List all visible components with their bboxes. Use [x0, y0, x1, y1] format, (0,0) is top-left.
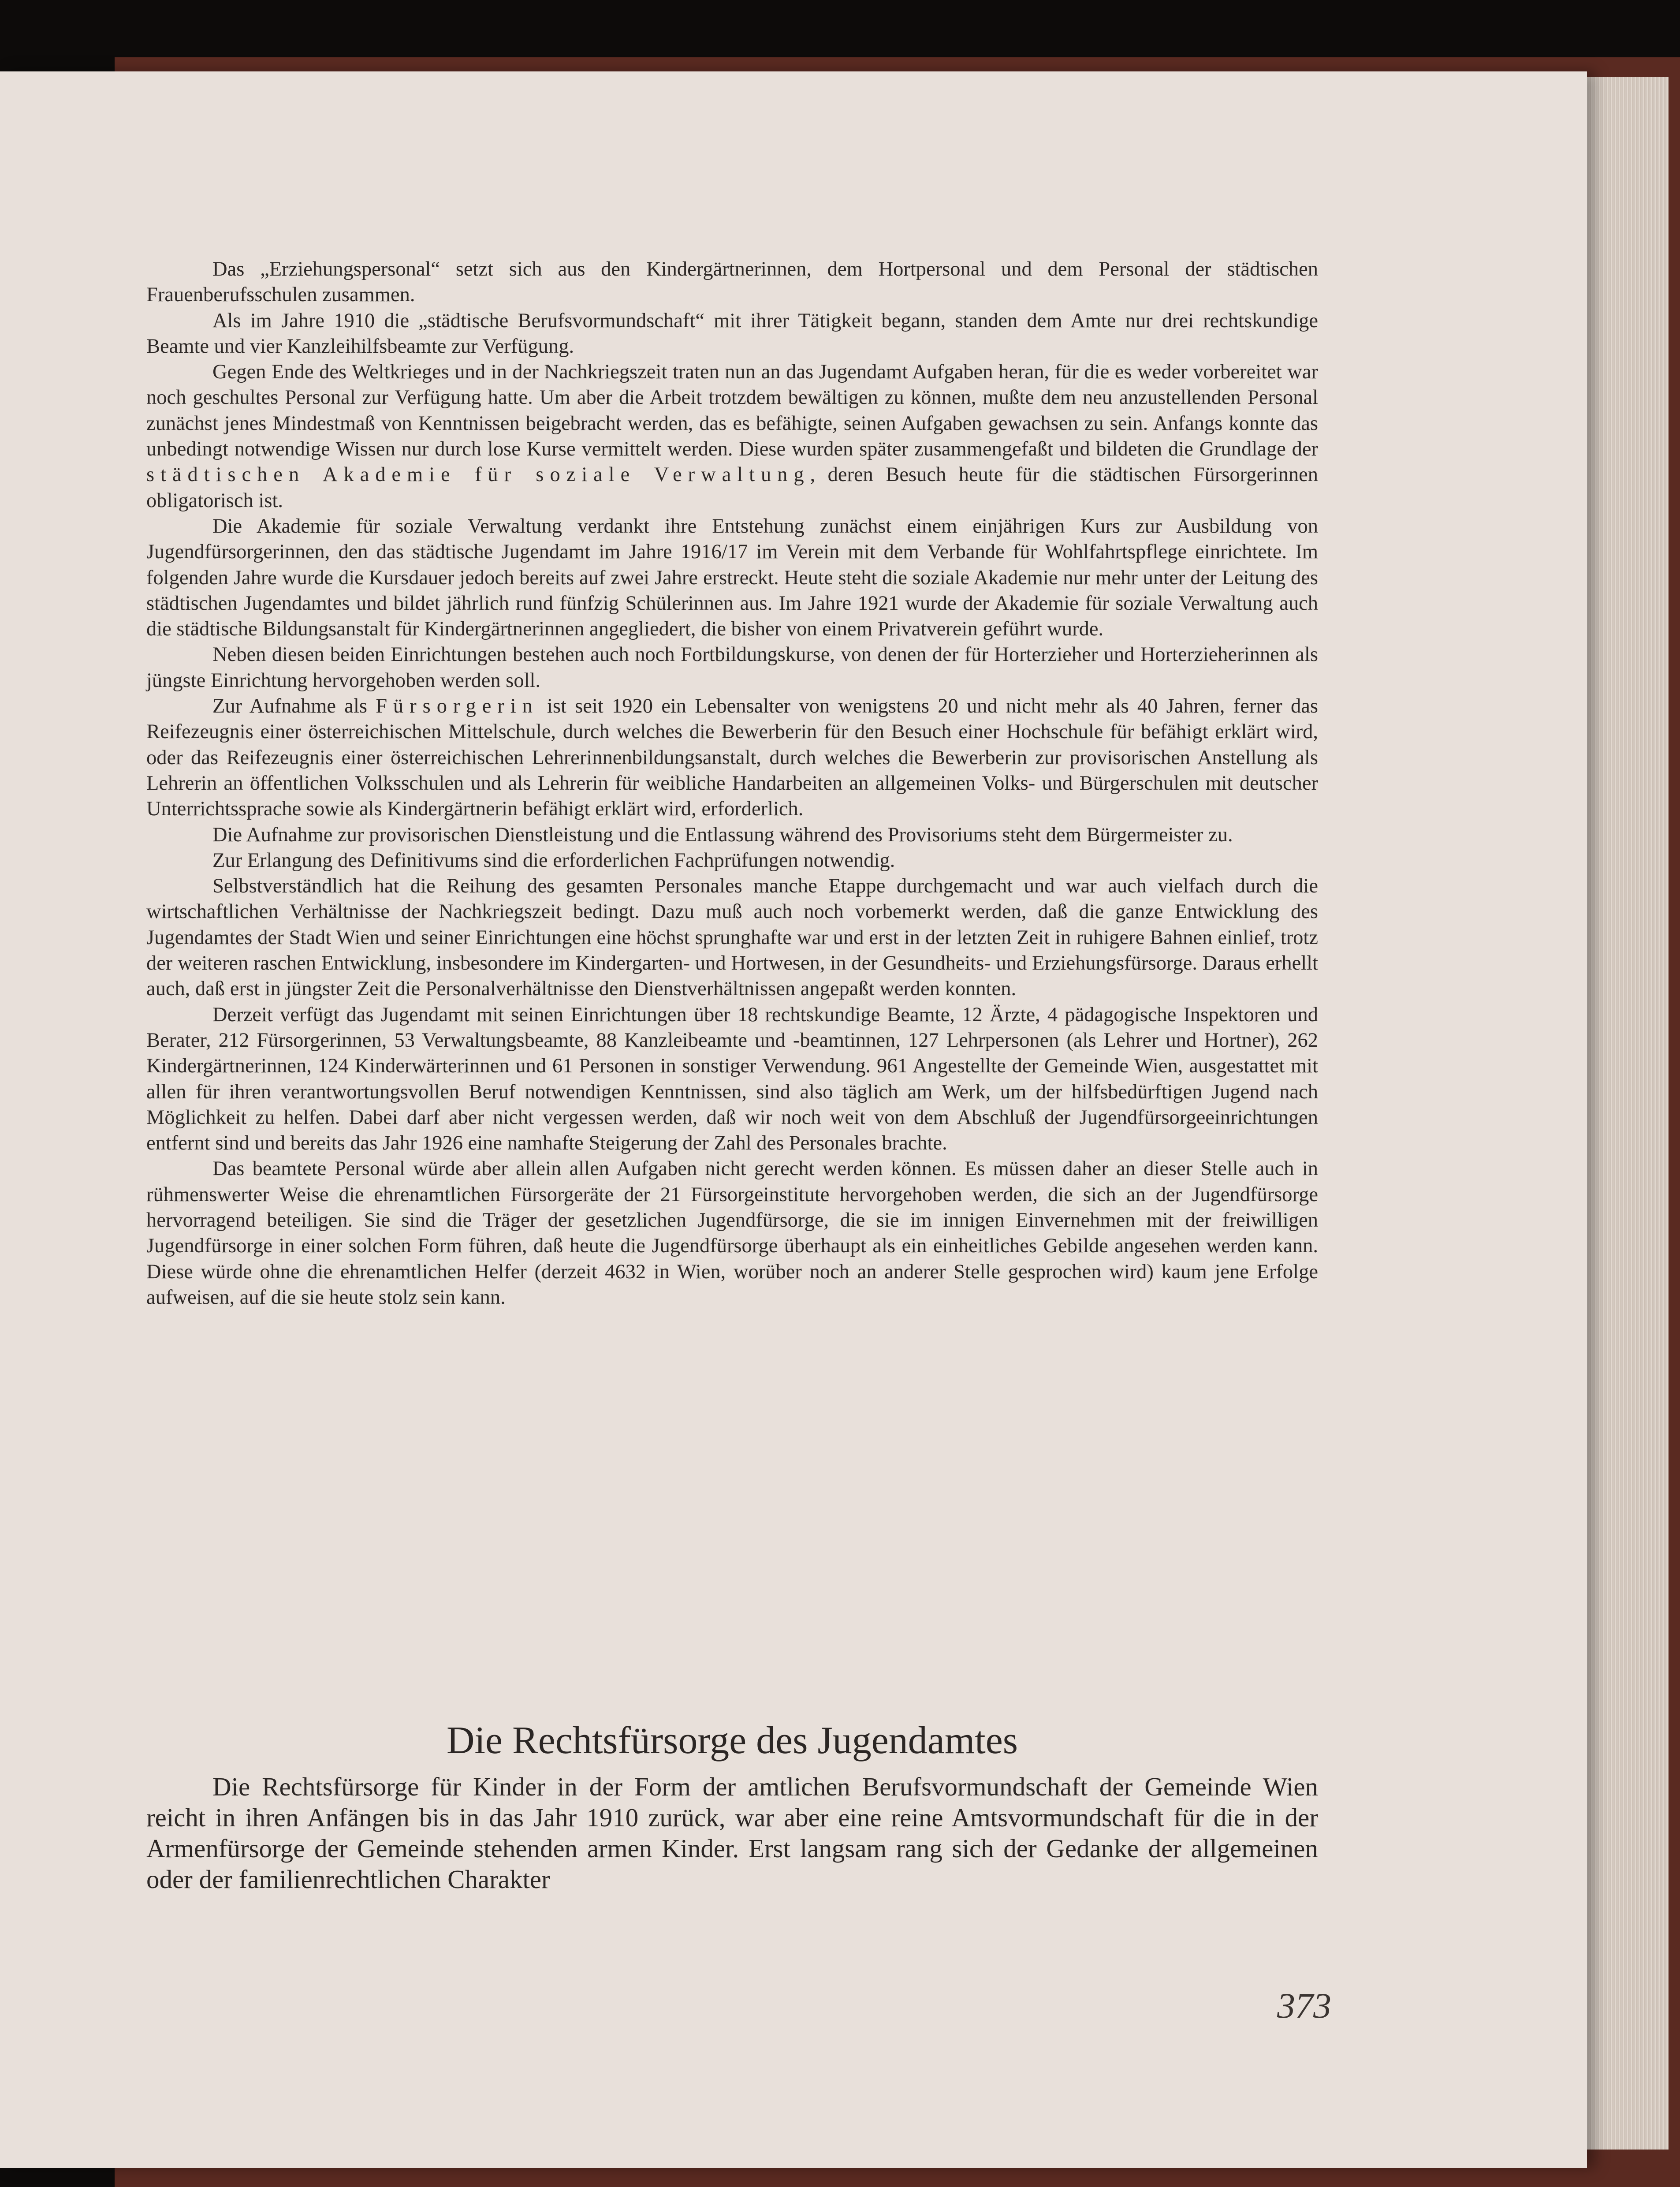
- paragraph: Neben diesen beiden Einrichtungen bestehen auch noch Fortbildungskurse, von denen der für Horterzieher und Horterzieherinnen als jüngste Einrichtung hervorgehoben werden soll.: [146, 643, 1318, 692]
- paragraph-text: ist seit 1920 ein Lebensalter von wenigstens 20 und nicht mehr als 40 Jahren, ferner das Reifezeugnis einer österreichischen Mittelschule, durch welches die Bewerberin für den Besuch einer Hochschule für befähigt erklärt wird, oder das Reifezeugnis einer österreichischen Lehrerinnenbildungsanstalt, durch welches die Bewerberin zur provisorischen Anstellung als Lehrerin an öffentlichen Volksschulen und als Lehrerin für weibliche Handarbeiten an allgemeinen Volks- und Bürgerschulen mit deutscher Unterrichtssprache sowie als Kindergärtnerin befähigt erklärt wird, erforderlich.: [146, 695, 1318, 821]
- paragraph: Die Aufnahme zur provisorischen Dienstleistung und die Entlassung während des Provisoriums steht dem Bürgermeister zu.: [212, 823, 1233, 846]
- body-text-lower: [146, 1771, 1318, 1895]
- paragraph: Derzeit verfügt das Jugendamt mit seinen Einrichtungen über 18 rechtskundige Beamte, 12 Ärzte, 4 pädagogische Inspektoren und Berater, 212 Fürsorgerinnen, 53 Verwaltungsbeamte, 88 Kanzleibeamte und -beamtinnen, 127 Lehrpersonen (als Lehrer und Hortner), 262 Kindergärtnerinnen, 124 Kinderwärterinnen und 61 Personen in sonstiger Verwendung. 961 Angestellte der Gemeinde Wien, ausgestattet mit allen für ihren verantwortungsvollen Beruf notwendigen Kenntnissen, sind also täglich am Werk, um der hilfsbedürftigen Jugend nach Möglichkeit zu helfen. Dabei darf aber nicht vergessen werden, daß wir noch weit von dem Abschluß der Jugendfürsorgeeinrichtungen entfernt sind und bereits das Jahr 1926 eine namhafte Steigerung der Zahl des Personales brachte.: [146, 1003, 1318, 1155]
- page-number: 373: [1277, 1985, 1331, 2026]
- paragraph: Die Rechtsfürsorge für Kinder in der Form der amtlichen Berufsvormundschaft der Gemeinde Wien reicht in ihren Anfängen bis in das Jahr 1910 zurück, war aber eine reine Amtsvormundschaft für die in der Armenfürsorge der Gemeinde stehenden armen Kinder. Erst langsam rang sich der Gedanke der allgemeinen oder der familienrechtlichen Charakter: [146, 1772, 1318, 1894]
- paragraph: [146, 359, 1318, 514]
- body-text-upper: [146, 257, 1318, 1310]
- paragraph: Zur Erlangung des Definitivums sind die erforderlichen Fachprüfungen notwendig.: [212, 849, 895, 872]
- paragraph: Als im Jahre 1910 die „städtische Berufsvormundschaft“ mit ihrer Tätigkeit begann, standen dem Amte nur drei rechtskundige Beamte und vier Kanzleihilfsbeamte zur Verfügung.: [146, 309, 1318, 358]
- paragraph: Das „Erziehungspersonal“ setzt sich aus den Kindergärtnerinnen, dem Hortpersonal und dem Personal der städtischen Frauenberufsschulen zusammen.: [146, 258, 1318, 306]
- page: [0, 71, 1587, 2168]
- paragraph-text: , deren Besuch heute für die städtischen Fürsorgerinnen obligatorisch ist.: [146, 463, 1319, 512]
- emphasized-term: Fürsorgerin: [376, 695, 539, 718]
- emphasized-academy-name: städtischen Akademie für soziale Verwaltung: [146, 463, 810, 486]
- paragraph-text: Zur Aufnahme als: [212, 695, 367, 718]
- paragraph: Die Akademie für soziale Verwaltung verdankt ihre Entstehung zunächst einem einjährigen Kurs zur Ausbildung von Jugendfürsorgerinnen, den das städtische Jugendamt im Jahre 1916/17 im Verein mit dem Verbande für Wohlfahrtspflege einrichtete. Im folgenden Jahre wurde die Kursdauer jedoch bereits auf zwei Jahre erstreckt. Heute steht die soziale Akademie nur mehr unter der Leitung des städtischen Jugendamtes und bildet jährlich rund fünfzig Schülerinnen aus. Im Jahre 1921 wurde der Akademie für soziale Verwaltung auch die städtische Bildungsanstalt für Kindergärtnerinnen angegliedert, die bisher von einem Privatverein geführt wurde.: [146, 515, 1318, 641]
- paragraph-text: Gegen Ende des Weltkrieges und in der Nachkriegszeit traten nun an das Jugendamt Aufgaben heran, für die es weder vorbereitet war noch geschultes Personal zur Verfügung hatte. Um aber die Arbeit trotzdem bewältigen zu können, mußte dem neu anzustellenden Personal zunächst jenes Mindestmaß von Kenntnissen beigebracht werden, das es befähigte, seinen Aufgaben gewachsen zu sein. Anfangs konnte das unbedingt notwendige Wissen nur durch lose Kurse vermittelt werden. Diese wurden später zusammengefaßt und bildeten die Grundlage der: [146, 361, 1318, 461]
- paragraph: Selbstverständlich hat die Reihung des gesamten Personales manche Etappe durchgemacht und war auch vielfach durch die wirtschaftlichen Verhältnisse der Nachkriegszeit bedingt. Dazu muß auch noch vorbemerkt werden, daß die ganze Entwicklung des Jugendamtes der Stadt Wien und seiner Einrichtungen eine höchst sprunghafte war und erst in der letzten Zeit in ruhigere Bahnen einlief, trotz der weiteren raschen Entwicklung, insbesondere im Kindergarten- und Hortwesen, in der Gesundheits- und Erziehungsfürsorge. Daraus erhellt auch, daß erst in jüngster Zeit die Personalverhältnisse den Dienstverhältnissen angepaßt werden konnten.: [146, 875, 1318, 1000]
- paragraph: Das beamtete Personal würde aber allein allen Aufgaben nicht gerecht werden können. Es müssen daher an dieser Stelle auch in rühmenswerter Weise die ehrenamtlichen Fürsorgeräte der 21 Fürsorgeinstitute hervorgehoben werden, die sich an der Jugendfürsorge hervorragend beteiligen. Sie sind die Träger der gesetzlichen Jugendfürsorge, die sie im innigen Einvernehmen mit der freiwilligen Jugendfürsorge in einer solchen Form führen, daß heute die Jugendfürsorge überhaupt als ein einheitliches Gebilde angesehen werden kann. Diese würde ohne die ehrenamtlichen Helfer (derzeit 4632 in Wien, worüber noch an anderer Stelle gesprochen wird) kaum jene Erfolge aufweisen, auf die sie heute stolz sein kann.: [146, 1157, 1318, 1309]
- paragraph: [146, 694, 1318, 822]
- section-heading: Die Rechtsfürsorge des Jugendamtes: [446, 1719, 1018, 1762]
